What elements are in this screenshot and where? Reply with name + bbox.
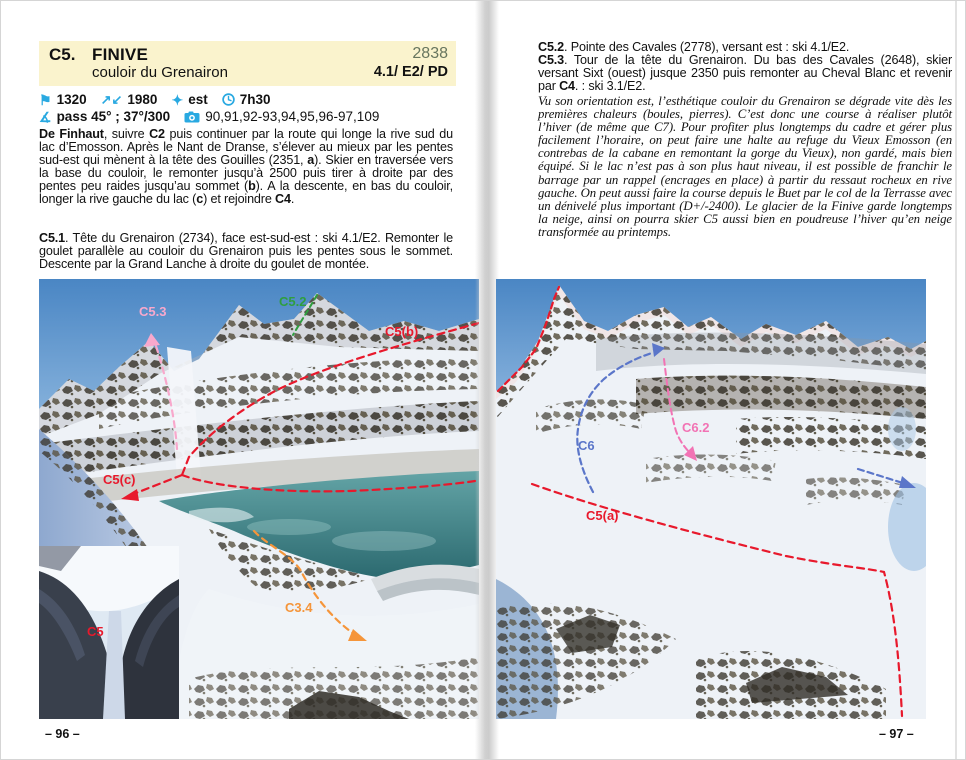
stat-ascent xyxy=(39,92,87,107)
route-label-c5-2: C5.2 xyxy=(279,294,307,309)
route-label-c5-3: C5.3 xyxy=(139,304,167,319)
mountain-scene-right xyxy=(496,279,926,719)
route-label-c5-a: C5(a) xyxy=(586,508,619,523)
stat-photo-refs-value: 90,91,92-93,94,95,96-97,109 xyxy=(205,109,380,124)
route-label-c5-c: C5(c) xyxy=(103,472,136,487)
route-header xyxy=(39,41,456,86)
route-stats xyxy=(39,91,456,125)
page-number-left: – 96 – xyxy=(45,727,80,741)
route-grade: 4.1/ E2/ PD xyxy=(373,64,448,80)
stats-line-1 xyxy=(39,91,456,108)
stat-orientation-value: est xyxy=(188,92,208,107)
paragraph-c5-2: C5.2. Pointe des Cavales (2778), versant est : ski 4.1/E2. xyxy=(538,40,850,54)
stat-ascent-value: 1320 xyxy=(56,92,87,107)
page-number-right: – 97 – xyxy=(879,727,914,741)
ascent-descent-icon: ↗↙ xyxy=(100,92,123,107)
route-label-c5-inset: C5 xyxy=(87,624,104,639)
paragraph-approach: De Finhaut, suivre C2 puis continuer par la route qui longe la rive sud du lac d’Emosson. Après le Nant de Dranse, s’élever au mieux par les pentes sud-est qui mènent à la tête des Gouilles (2351, a). Skier en traversée vers la base du couloir, le remonter jusqu’à 2500 puis tirer à droite par des pentes peu raides jusqu’au sommet (b). A la descente, en bas du couloir, longer la rive gauche du lac (c) et rejoindre C4. xyxy=(39,127,454,206)
route-label-c6: C6 xyxy=(578,438,595,453)
route-title: FINIVE xyxy=(92,45,148,64)
stat-time-value: 7h30 xyxy=(239,92,271,107)
route-altitude: 2838 xyxy=(412,45,448,62)
orientation-icon: ✦ xyxy=(171,91,184,108)
inset-photo-couloir xyxy=(39,546,179,719)
stat-slope xyxy=(39,109,170,124)
paragraph-c5-1: C5.1. Tête du Grenairon (2734), face est-sud-est : ski 4.1/E2. Remonter le goulet parallèle au couloir du Grenairon puis les pentes sous le sommet. Descente par la Grand Lanche à droite du goulet de montée. xyxy=(39,231,453,271)
route-label-c3-4: C3.4 xyxy=(285,600,313,615)
slope-angle-icon: ∡ xyxy=(39,108,52,125)
flag-icon: ⚑ xyxy=(39,91,52,108)
camera-icon xyxy=(184,111,200,123)
paragraph-comment: Vu son orientation est, l’esthétique couloir du Grenairon se dégrade vite dès les premières chaleurs (boules, pierres). C’est donc une course à réaliser plutôt l’hiver (de même que C7). Pour profiter plus longtemps du cadre et gérer plus facilement l’horaire, on peut faire une halte au refuge du Vieux Emosson (en contrebas de la cabane en remontant la gorge du Vieux), non gardé, mais bien équipé. Si le lac n’est pas à son plus haut niveau, il est possible de franchir le barrage par un rappel (encrages en place) à partir du ressaut rocheux en rive gauche. On peut aussi faire la course depuis le Buet par le col de la Terrasse avec un dénivelé plus important (D+/-2400). Le glacier de la Finive garde longtemps la neige, ainsi on pourra skier C5 aussi bien en poudreuse l’hiver qu’en neige transformée au printemps. xyxy=(538,94,952,239)
stat-descent-value: 1980 xyxy=(127,92,158,107)
stat-orientation xyxy=(171,92,207,107)
stat-descent xyxy=(101,92,158,107)
clock-icon xyxy=(222,93,235,106)
paragraph-c5-3: C5.3. Tour de la tête du Grenairon. Du bas des Cavales (2648), skier versant Sixt (ouest) jusque 2350 puis remonter au Cheval Blanc et revenir par C4. : ski 3.1/E2. xyxy=(538,53,952,93)
mountain-photo-right xyxy=(496,279,926,719)
mountain-photo-left xyxy=(39,279,479,719)
stat-slope-value: pass 45° ; 37°/300 xyxy=(56,109,171,124)
route-code: C5. xyxy=(49,45,76,64)
mountain-scene-left xyxy=(39,279,479,719)
stats-line-2 xyxy=(39,108,456,125)
stat-photo-refs xyxy=(184,109,379,124)
route-subtitle: couloir du Grenairon xyxy=(92,64,228,81)
page-edge-line xyxy=(955,1,957,760)
stat-time xyxy=(222,92,271,107)
route-label-c5-b: C5(b) xyxy=(385,324,419,339)
route-label-c6-2: C6.2 xyxy=(682,420,710,435)
